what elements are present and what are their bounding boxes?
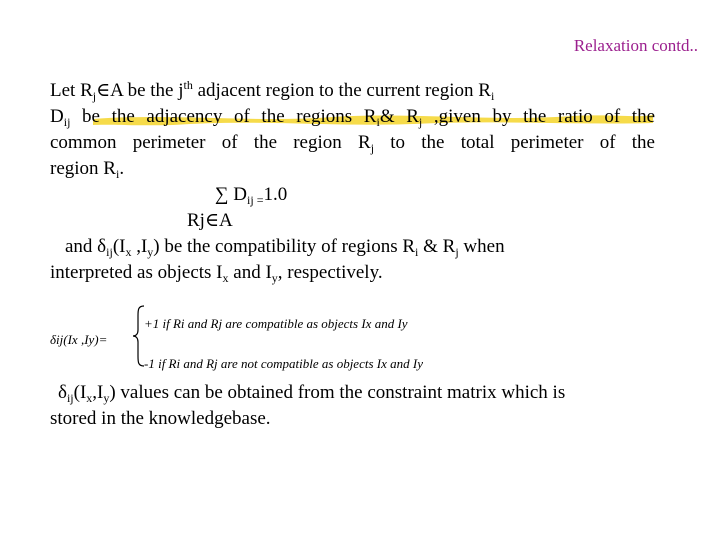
text-line-1: Let $R_j\in A$ be the $j^{th}$ adjacent region to the current region $R_i$ [50,78,495,103]
sum-subscript: Rj∈A [187,210,233,231]
text-line-10: stored in the knowledgebase. [50,408,271,429]
text-line-9: $\delta_{ij}(I_x,I_y)$ values can be obtained from the constraint matrix which is [58,382,566,405]
function-lhs: δij(Ix ,Iy)= [50,332,108,347]
case-positive: +1 if Ri and Rj are compatible as objects Ix and Iy [144,316,408,331]
text-line-6: and $\delta_{ij}(I_x$ $,I_y$) be the compatibility of regions $R_i$ & $R_j$ when [65,236,505,259]
slide-title: Relaxation contd.. [573,36,698,55]
text-line-2: $D_{ij}$ be the adjacency of the regions $R_i\&$ $R_j$ ,given by the ratio of the [50,106,656,129]
text-line-7: interpreted as objects $I_x$ and $I_y$, respectively. [50,262,383,285]
text-line-4: region $R_i$. [50,158,125,181]
text-line-3: common perimeter of the region $R_j$ to the total perimeter of the [50,132,655,155]
case-negative: -1 if Ri and Rj are not compatible as objects Ix and Iy [144,356,423,371]
sum-formula: ∑ $D_{ij =}1.0$ [215,184,288,207]
